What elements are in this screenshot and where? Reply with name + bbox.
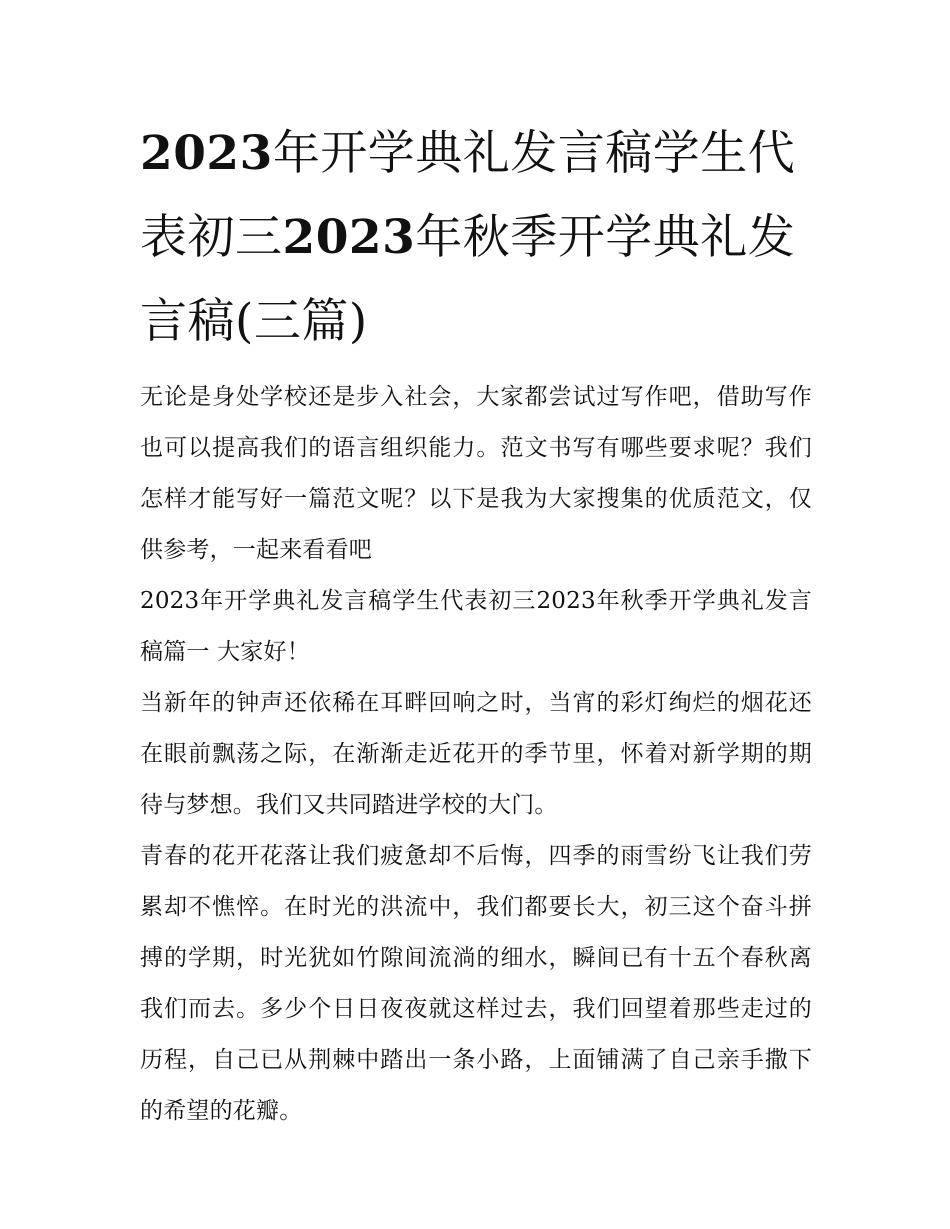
body-paragraph-2: 青春的花开花落让我们疲惫却不后悔，四季的雨雪纷飞让我们劳累却不憔悴。在时光的洪流中，我们都要长大，初三这个奋斗拼搏的学期，时光犹如竹隙间流淌的细水，瞬间已有十五个春秋离我们而去。多少个日日夜夜就这样过去，我们回望着那些走过的历程，自己已从荆棘中踏出一条小路，上面铺满了自己亲手撒下的希望的花瓣。: [140, 843, 812, 1124]
document-page: [140, 112, 812, 1137]
title-segment-1: 年开学典礼发言稿学生代表初三: [140, 126, 796, 265]
title-year-2: 2023: [282, 210, 416, 265]
intro-paragraph: 无论是身处学校还是步入社会，大家都尝试过写作吧，借助写作也可以提高我们的语言组织能力。范文书写有哪些要求呢？我们怎样才能写好一篇范文呢？以下是我为大家搜集的优质范文，仅供参考，一起来看看吧: [140, 384, 812, 563]
document-title: [140, 112, 812, 364]
document-body: [140, 372, 812, 1137]
body-paragraph-1: 当新年的钟声还依稀在耳畔回响之时，当宵的彩灯绚烂的烟花还在眼前飘荡之际，在渐渐走近花开的季节里，怀着对新学期的期待与梦想。我们又共同踏进学校的大门。: [140, 690, 812, 818]
title-segment-2: 年秋季开学典礼发言稿(三篇): [140, 210, 796, 349]
section-heading-paragraph: 2023年开学典礼发言稿学生代表初三2023年秋季开学典礼发言稿篇一 大家好！: [140, 588, 812, 665]
title-year-1: 2023: [140, 126, 273, 181]
